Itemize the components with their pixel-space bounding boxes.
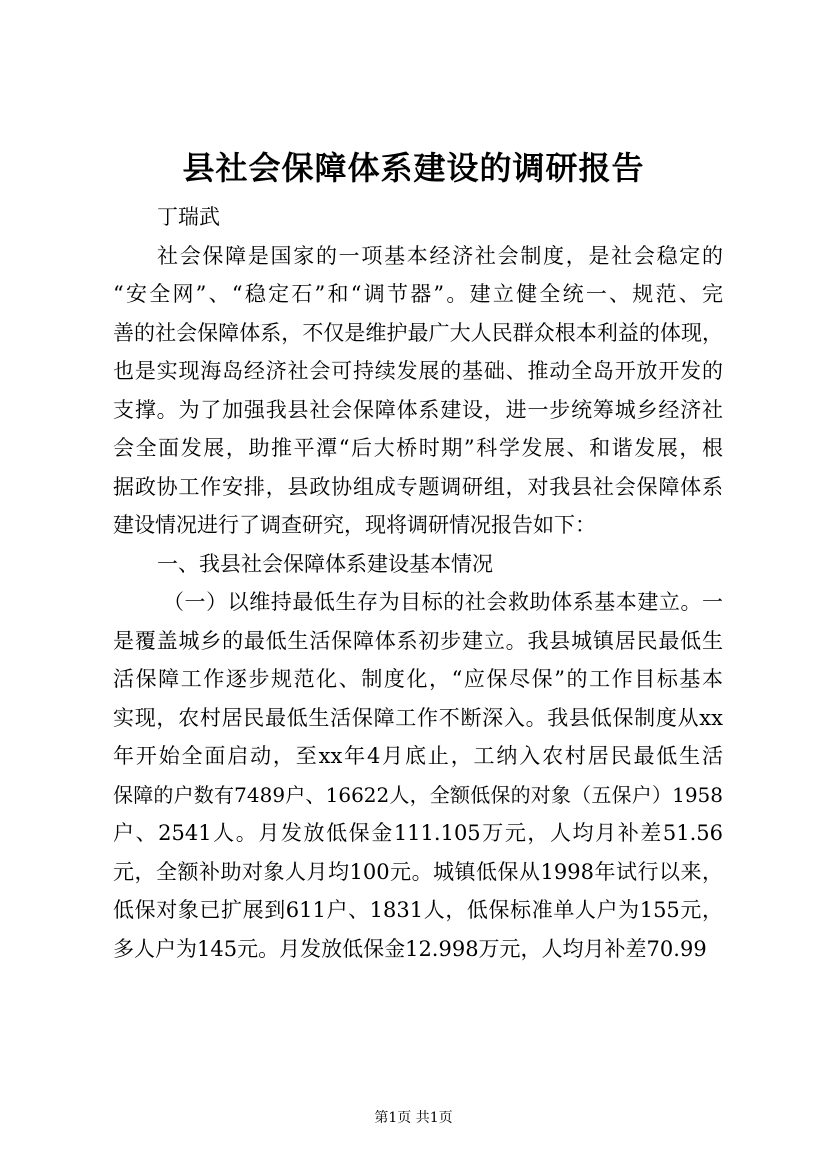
paragraph-line: 社会保障是国家的一项基本经济社会制度，是社会稳定的 bbox=[157, 243, 723, 268]
document-body bbox=[113, 198, 723, 968]
author-line: 丁瑞武 bbox=[157, 205, 220, 229]
page-footer: 第1页 共1页 bbox=[374, 1110, 453, 1126]
paragraph-line: 低保对象已扩展到611户、1831人，低保标准单人户为155元， bbox=[113, 898, 723, 922]
paragraph-line: 年开始全面启动，至xx年4月底止，工纳入农村居民最低生活 bbox=[113, 744, 723, 768]
paragraph-line: 活保障工作逐步规范化、制度化，“应保尽保”的工作目标基本 bbox=[113, 667, 723, 691]
paragraph-line: 户、2541人。月发放低保金111.105万元，人均月补差51.56 bbox=[113, 821, 723, 845]
paragraph-line: 实现，农村居民最低生活保障工作不断深入。我县低保制度从xx bbox=[113, 705, 723, 730]
paragraph-line: 建设情况进行了调查研究，现将调研情况报告如下： bbox=[113, 513, 596, 537]
section-heading: 一、我县社会保障体系建设基本情况 bbox=[157, 551, 493, 576]
paragraph-line: 保障的户数有7489户、16622人，全额低保的对象（五保户）1958 bbox=[113, 782, 723, 807]
paragraph-line: 也是实现海岛经济社会可持续发展的基础、推动全岛开放开发的 bbox=[113, 359, 723, 383]
paragraph-line: 元，全额补助对象人月均100元。城镇低保从1998年试行以来， bbox=[113, 859, 723, 884]
paragraph-line: “安全网”、“稳定石”和“调节器”。建立健全统一、规范、完 bbox=[113, 282, 723, 306]
paragraph-line: 是覆盖城乡的最低生活保障体系初步建立。我县城镇居民最低生 bbox=[113, 628, 723, 653]
paragraph-line: 支撑。为了加强我县社会保障体系建设，进一步统筹城乡经济社 bbox=[113, 397, 723, 422]
paragraph-line: （一）以维持最低生存为目标的社会救助体系基本建立。一 bbox=[163, 590, 723, 614]
paragraph-line: 会全面发展，助推平潭“后大桥时期”科学发展、和谐发展，根 bbox=[113, 436, 723, 460]
paragraph-line: 据政协工作安排，县政协组成专题调研组，对我县社会保障体系 bbox=[113, 474, 723, 499]
document-title: 县社会保障体系建设的调研报告 bbox=[182, 149, 645, 187]
paragraph-line: 多人户为145元。月发放低保金12.998万元，人均月补差70.99 bbox=[113, 936, 707, 961]
paragraph-line: 善的社会保障体系，不仅是维护最广大人民群众根本利益的体现， bbox=[113, 320, 723, 345]
